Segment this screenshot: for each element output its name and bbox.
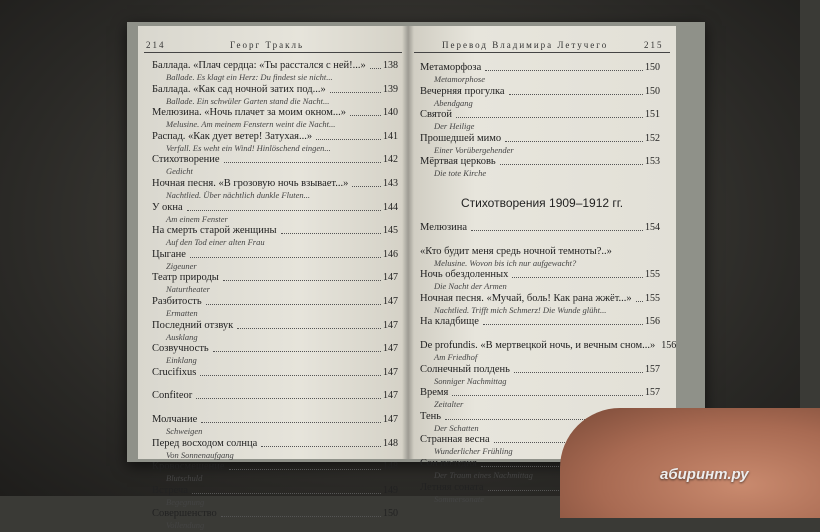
toc-entry-title: Время: [420, 387, 449, 399]
leader-dots: [505, 133, 643, 142]
toc-entry-title: Распад. «Как дует ветер! Затухая...»: [152, 130, 313, 142]
toc-entry-title: Мелюзина: [420, 222, 467, 233]
toc-entry-title: Разбитость: [152, 295, 202, 307]
toc-entry: [152, 296, 398, 320]
toc-entry-title: На кладбище: [420, 316, 479, 328]
toc-entry-page: 150: [645, 85, 660, 97]
right-running-head: Перевод Владимира Летучего: [442, 40, 609, 50]
toc-entry-title: Вечерняя прогулка: [420, 85, 505, 97]
toc-entry-title-row: [420, 86, 660, 98]
toc-entry-original-title: Metamorphose: [434, 74, 485, 84]
leader-dots: [514, 364, 643, 373]
toc-entry-original-title: Gedicht: [166, 166, 193, 177]
toc-entry-title-row: [420, 62, 660, 74]
toc-entry-page: 144: [383, 201, 398, 213]
toc-entry-page: 138: [383, 60, 398, 71]
toc-entry-original-title: Der Heilige: [434, 121, 475, 132]
leader-dots: [471, 222, 643, 231]
toc-entry: [420, 269, 660, 293]
toc-entry-page: 156: [645, 316, 660, 328]
toc-entry: [420, 109, 660, 133]
leader-dots: [281, 225, 381, 234]
leader-dots: [201, 414, 381, 423]
toc-entry-title: Мелюзина. «Ночь плачет за моим окном...»: [152, 107, 347, 119]
toc-entry-page: 155: [645, 292, 660, 304]
leader-dots: [330, 84, 381, 93]
left-page-number: 214: [146, 40, 166, 50]
section-title: Стихотворения 1909–1912 гг.: [460, 196, 624, 210]
toc-entry-title-row: [152, 367, 398, 379]
leader-dots: [190, 249, 381, 258]
toc-entry-title: Мёртвая церковь: [420, 156, 496, 168]
toc-entry-original-title: Zeitalter: [434, 399, 464, 410]
right-head-rule: [414, 52, 670, 53]
toc-entry-title-row: [420, 269, 660, 281]
toc-entry-title: De profundis. «В мертвецкой ночь, и вечным сном...»: [420, 339, 656, 351]
toc-entry-original-title: Verfall. Es weht ein Wind! Hinlöschend eingen...: [166, 142, 331, 153]
toc-entry-original-title: Einer Vorübergehender: [434, 144, 514, 155]
toc-entry-title-row: [152, 202, 398, 214]
toc-entry-page: 147: [383, 413, 398, 425]
toc-entry-title-row: [420, 109, 660, 121]
toc-entry-original-title: Einklang: [166, 355, 197, 366]
toc-entry-original-title: Schweigen: [166, 425, 203, 436]
toc-entry-title: Метаморфоза: [420, 62, 482, 73]
toc-entry-original-title: Vollendung: [166, 520, 205, 531]
toc-entry-title-row: [420, 316, 660, 328]
toc-entry-title-row: [152, 84, 398, 96]
toc-entry-page: 156: [661, 339, 677, 351]
book-gutter: [402, 26, 414, 459]
toc-entry: [420, 246, 660, 270]
leader-dots: [196, 390, 381, 399]
right-toc-top: [420, 62, 660, 180]
toc-entry: [152, 60, 398, 84]
toc-entry-title: Молчание: [152, 413, 198, 425]
leader-dots: [261, 438, 381, 447]
toc-entry: [152, 367, 398, 391]
toc-entry-original-title: Melusine. Am meinem Fenstern weint die Nacht...: [166, 119, 336, 130]
toc-entry-original-title: Sonniger Nachmittag: [434, 375, 507, 386]
toc-entry-title: Перед восходом солнца: [152, 437, 258, 449]
toc-entry-page: 148: [383, 437, 398, 449]
toc-entry-page: 147: [383, 366, 398, 378]
toc-entry-original-title: Der Traum eines Nachmittag: [434, 469, 533, 480]
toc-entry-page: 147: [383, 343, 398, 355]
toc-entry: [152, 84, 398, 108]
toc-entry-title-row: [152, 272, 398, 284]
leader-dots: [452, 387, 643, 396]
toc-entry: [420, 156, 660, 180]
leader-dots: [352, 178, 381, 187]
toc-entry-page: 145: [383, 225, 398, 237]
toc-entry-title-row: [152, 508, 398, 520]
toc-entry: [152, 107, 398, 131]
toc-entry-title: Стихотворение: [152, 154, 220, 166]
toc-entry-original-title: Die tote Kirche: [434, 168, 487, 179]
leader-dots: [213, 343, 381, 352]
toc-entry-page: 152: [645, 132, 660, 144]
toc-entry-page: 146: [383, 248, 398, 260]
toc-entry-title: Солнечный полдень: [420, 363, 510, 375]
toc-entry: [152, 202, 398, 226]
toc-entry: [152, 249, 398, 273]
toc-entry-title: Ночная песня. «Мучай, боль! Как рана жжёт...»: [420, 292, 632, 304]
toc-entry-title: Последний отзвук: [152, 319, 234, 331]
toc-entry-title: Баллада. «Плач сердца: «Ты расстался с ней!...»: [152, 60, 366, 71]
toc-entry-page: 149: [383, 484, 398, 496]
leader-dots: [483, 316, 643, 325]
toc-entry-title-row: [152, 296, 398, 308]
toc-entry-page: 150: [645, 62, 660, 73]
hand: [560, 408, 820, 518]
leader-dots: [456, 109, 643, 118]
toc-entry-original-title: Naturtheater: [166, 284, 210, 295]
toc-entry-title: Баллада. «Как сад ночной затих под...»: [152, 83, 326, 95]
toc-entry: [152, 320, 398, 344]
toc-entry-title: Ночная песня. «В грозовую ночь взывает...»: [152, 177, 349, 189]
toc-entry-title: Прошедшей мимо: [420, 132, 502, 144]
toc-entry-original-title: Nachtlied. Über nächtlich dunkle Fluten...: [166, 189, 310, 200]
toc-entry-page: 147: [383, 319, 398, 331]
toc-entry-original-title: Begegnung: [166, 496, 205, 507]
leader-dots: [509, 86, 643, 95]
left-toc: [152, 60, 398, 532]
toc-entry-original-title: Abendgang: [434, 97, 473, 108]
toc-entry-title: Ночь обездоленных: [420, 269, 509, 281]
toc-entry-title-row: [420, 156, 660, 168]
toc-entry-title-row: [152, 343, 398, 355]
toc-entry-title-row: [152, 438, 398, 450]
toc-entry-title-row: [152, 107, 398, 119]
leader-dots: [206, 296, 381, 305]
toc-entry: [420, 222, 660, 246]
leader-dots: [192, 485, 381, 494]
toc-entry: [420, 364, 660, 388]
toc-entry-title: Совершенство: [152, 508, 217, 520]
toc-entry-title: Сон полудня: [420, 457, 477, 469]
left-running-head: Георг Тракль: [230, 40, 305, 50]
leader-dots: [316, 131, 381, 140]
toc-entry-original-title: Nachtlied. Trifft mich Schmerz! Die Wunde glüht...: [434, 304, 607, 315]
toc-entry-title-row: [152, 131, 398, 143]
toc-entry-title-row: [152, 461, 398, 473]
toc-entry-original-title: Von Sonnenaufgang: [166, 449, 234, 460]
leader-dots: [636, 293, 643, 302]
toc-entry-page: 147: [383, 295, 398, 307]
toc-entry-original-title: Zigeuner: [166, 260, 197, 271]
leader-dots: [224, 154, 381, 163]
toc-entry: [420, 86, 660, 110]
toc-entry-title: Встреча: [152, 484, 188, 496]
right-page-number: 215: [644, 40, 664, 50]
toc-entry-page: 154: [645, 222, 660, 233]
watermark-logo: абиринт.ру: [660, 466, 749, 483]
toc-entry-page: 157: [645, 387, 660, 399]
toc-entry-title: Кровосмешение: [152, 461, 225, 473]
toc-entry: [152, 225, 398, 249]
toc-entry-title-row: [152, 390, 398, 402]
toc-entry-original-title: Der Schatten: [434, 422, 479, 433]
toc-entry: [152, 414, 398, 438]
toc-entry-page: 155: [645, 269, 660, 281]
toc-entry-title-row: [420, 246, 660, 258]
toc-entry-title-row: [420, 222, 660, 234]
toc-entry: [152, 390, 398, 414]
toc-entry-title-row: [152, 249, 398, 261]
toc-entry-original-title: Melusine. Wovon bis ich nur aufgewacht?: [434, 257, 577, 268]
toc-entry-title-row: [152, 60, 398, 72]
toc-entry-page: 147: [383, 272, 398, 284]
toc-entry-original-title: Die Nacht der Armen: [434, 281, 507, 292]
toc-entry-original-title: Wunderlicher Frühling: [434, 446, 513, 457]
toc-entry: [152, 508, 398, 532]
leader-dots: [500, 156, 643, 165]
leader-dots: [223, 272, 381, 281]
toc-entry-original-title: Auf den Tod einer alten Frau: [166, 237, 265, 248]
toc-entry-page: 148: [383, 461, 398, 473]
toc-entry-title: Crucifixus: [152, 366, 197, 378]
toc-entry: [420, 62, 660, 86]
toc-entry-original-title: Ballade. Es klagt ein Herz: Du findest sie nicht...: [166, 72, 333, 82]
toc-entry-title: Театр природы: [152, 272, 219, 284]
leader-dots: [187, 202, 381, 211]
toc-entry-original-title: Am Friedhof: [434, 351, 478, 362]
toc-entry-title: Странная весна: [420, 434, 490, 446]
toc-entry-title-row: [152, 154, 398, 166]
toc-entry-title-row: [420, 339, 677, 352]
toc-entry: [152, 154, 398, 178]
toc-entry-page: 150: [383, 508, 398, 520]
toc-entry-page: 143: [383, 177, 398, 189]
toc-entry-page: 153: [645, 156, 660, 168]
toc-entry-title: На смерть старой женщины: [152, 225, 277, 237]
toc-entry: [152, 131, 398, 155]
toc-entry-page: 157: [645, 363, 660, 375]
toc-entry-title: Confiteor: [152, 390, 193, 402]
toc-entry-title-row: [152, 485, 398, 497]
toc-entry-original-title: Am einem Fenster: [166, 213, 228, 224]
toc-entry: [152, 461, 398, 485]
toc-entry-title: Святой: [420, 109, 452, 121]
toc-entry: [420, 133, 660, 157]
leader-dots: [485, 62, 643, 71]
toc-entry: [420, 339, 677, 364]
toc-entry-title-row: [420, 293, 660, 305]
toc-entry-title-row: [420, 364, 660, 376]
toc-entry-original-title: Ermatten: [166, 307, 198, 318]
toc-entry-title: Созвучность: [152, 343, 209, 355]
toc-entry-title-row: [152, 178, 398, 190]
toc-entry-title: У окна: [152, 201, 183, 213]
left-head-rule: [144, 52, 402, 53]
leader-dots: [237, 320, 381, 329]
leader-dots: [200, 367, 381, 376]
toc-entry-page: 151: [645, 109, 660, 121]
leader-dots: [370, 60, 381, 69]
leader-dots: [221, 508, 381, 517]
toc-entry-page: 147: [383, 390, 398, 402]
toc-entry-title-row: [420, 387, 660, 399]
toc-entry-original-title: Ausklang: [166, 331, 198, 342]
toc-entry-original-title: Blutschuld: [166, 473, 203, 484]
leader-dots: [229, 461, 381, 470]
leader-dots: [512, 269, 643, 278]
toc-entry-title: Цыгане: [152, 248, 186, 260]
right-page: [408, 26, 677, 504]
left-page: [138, 26, 408, 531]
leader-dots: [350, 107, 381, 116]
toc-entry: [152, 485, 398, 509]
toc-entry-title-row: [152, 320, 398, 332]
toc-entry: [152, 178, 398, 202]
toc-entry-page: 140: [383, 107, 398, 119]
toc-entry-title: Тень: [420, 410, 442, 422]
toc-entry: [152, 438, 398, 462]
toc-entry: [420, 293, 660, 317]
toc-entry-title-row: [420, 133, 660, 145]
toc-entry: [152, 272, 398, 296]
toc-entry-page: 141: [383, 130, 398, 142]
toc-entry-page: 139: [383, 83, 398, 95]
toc-entry-page: 142: [383, 154, 398, 166]
toc-entry-title: «Кто будит меня средь ночной темноты?..»: [420, 245, 612, 257]
toc-entry-original-title: Ballade. Ein schwüler Garten stand die Nacht...: [166, 95, 330, 106]
toc-entry-title: Летняя соната: [420, 481, 484, 493]
toc-entry: [420, 316, 660, 340]
toc-entry-original-title: Sommersonate: [434, 493, 485, 504]
toc-entry: [152, 343, 398, 367]
toc-entry-title-row: [152, 414, 398, 426]
toc-entry-title-row: [152, 225, 398, 237]
